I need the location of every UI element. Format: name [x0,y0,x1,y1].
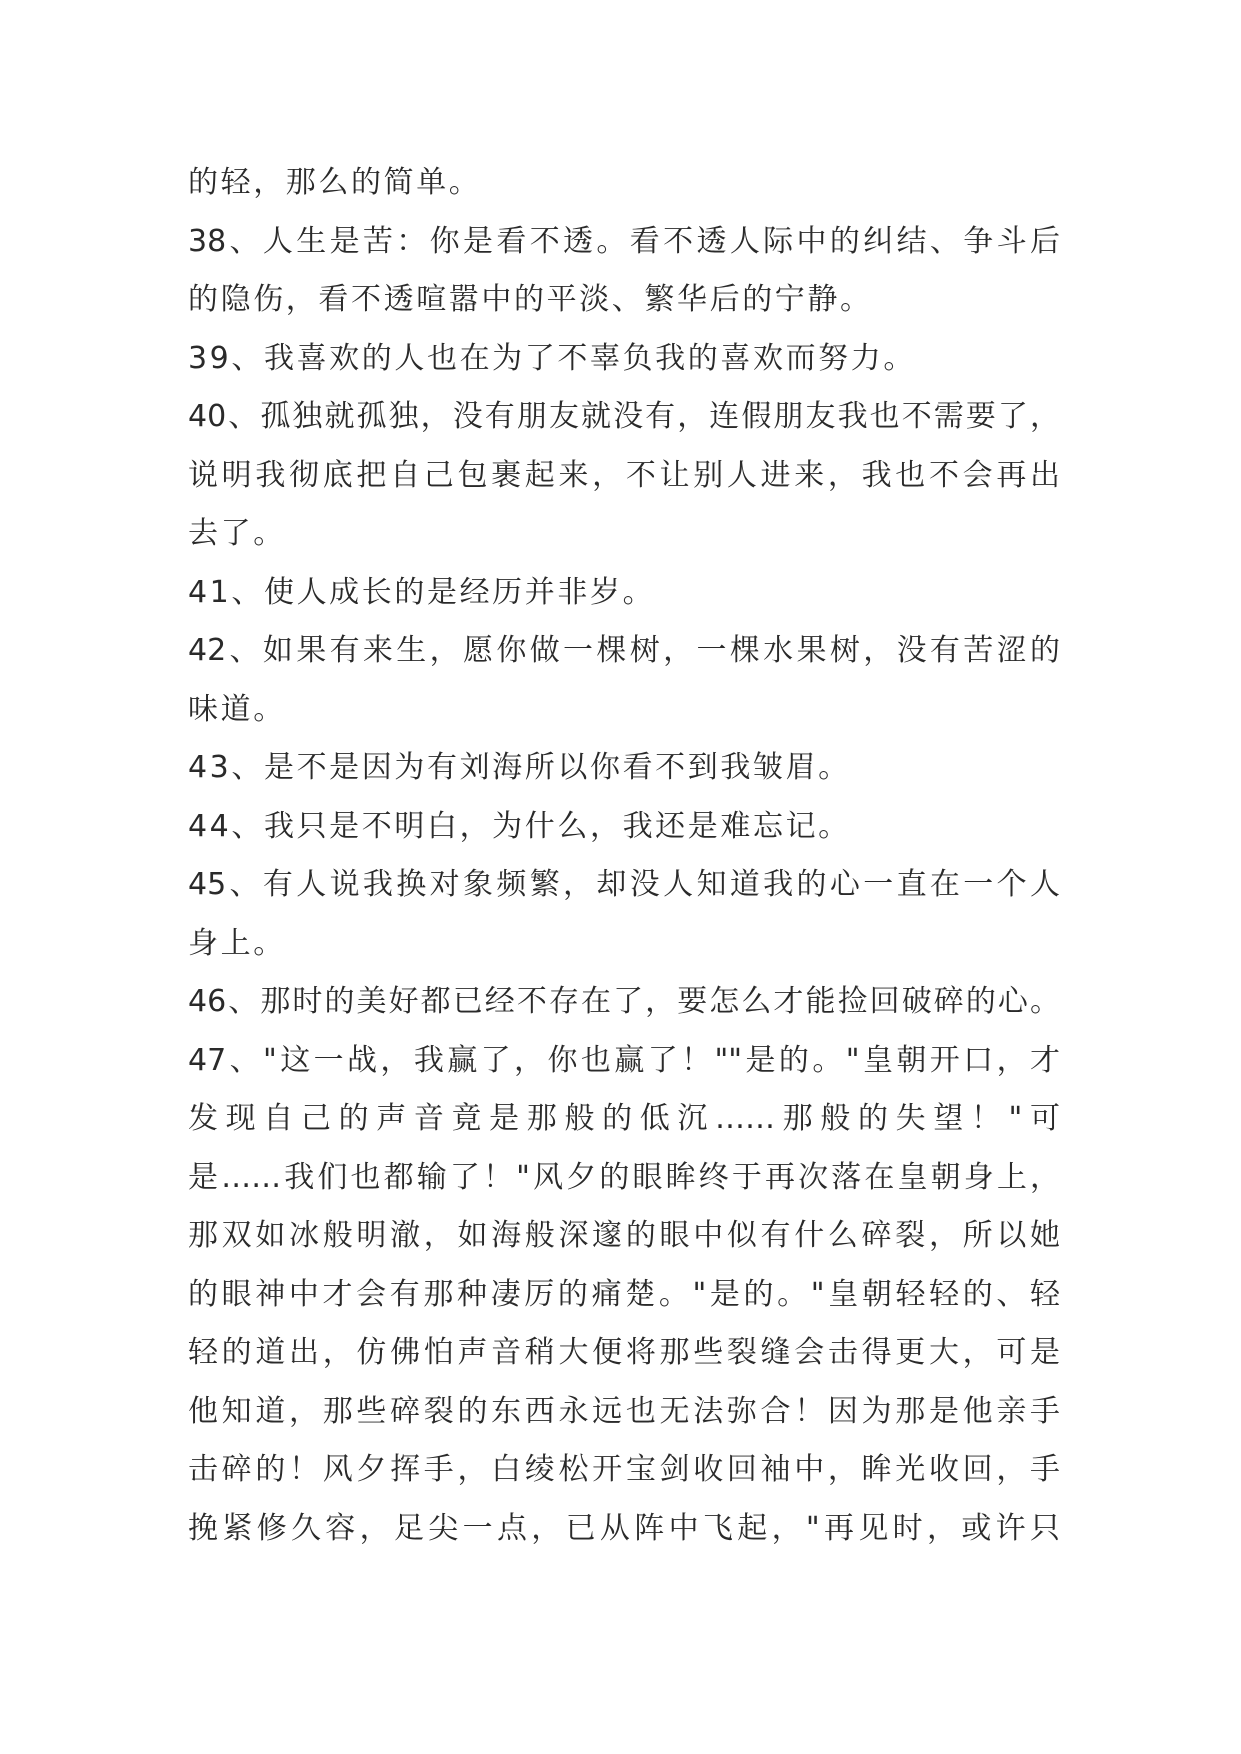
text-line: 挽紧修久容，足尖一点，已从阵中飞起，"再见时，或许只 [188,1510,1060,1546]
text-line: 说明我彻底把自己包裹起来，不让别人进来，我也不会再出 [188,457,1060,493]
text-line: 是……我们也都输了！"风夕的眼眸终于再次落在皇朝身上， [188,1159,1060,1195]
text-line: 去了。 [188,516,286,551]
text-line: 的隐伤，看不透喧嚣中的平淡、繁华后的宁静。 [188,282,873,317]
text-line: 的轻，那么的简单。 [188,165,482,200]
text-line: 味道。 [188,691,286,727]
text-line: 44、我只是不明白，为什么，我还是难忘记。 [188,808,851,844]
text-line: 42、如果有来生，愿你做一棵树，一棵水果树，没有苦涩的 [188,633,1060,668]
text-line: 43、是不是因为有刘海所以你看不到我皱眉。 [188,750,851,785]
text-line: 38、人生是苦：你是看不透。看不透人际中的纠结、争斗后 [188,223,1060,259]
text-line: 41、使人成长的是经历并非岁。 [188,574,656,610]
text-line: 他知道，那些碎裂的东西永远也无法弥合！因为那是他亲手 [188,1393,1060,1429]
text-line: 39、我喜欢的人也在为了不辜负我的喜欢而努力。 [188,340,916,376]
text-line: 那双如冰般明澈，如海般深邃的眼中似有什么碎裂，所以她 [188,1218,1060,1253]
text-line: 轻的道出，仿佛怕声音稍大便将那些裂缝会击得更大，可是 [188,1335,1060,1370]
text-line: 的眼神中才会有那种凄厉的痛楚。"是的。"皇朝轻轻的、轻 [188,1276,1060,1312]
text-line: 45、有人说我换对象频繁，却没人知道我的心一直在一个人 [188,867,1060,902]
text-line: 47、"这一战，我赢了，你也赢了！""是的。"皇朝开口，才 [188,1042,1060,1078]
text-line: 发现自己的声音竟是那般的低沉……那般的失望！"可 [188,1101,1060,1136]
document-body [188,154,1060,1558]
text-line: 击碎的！风夕挥手，白绫松开宝剑收回袖中，眸光收回，手 [188,1452,1060,1487]
text-line: 46、那时的美好都已经不存在了，要怎么才能捡回破碎的心。 [188,984,1060,1019]
text-line: 40、孤独就孤独，没有朋友就没有，连假朋友我也不需要了， [188,399,1060,434]
text-line: 身上。 [188,925,286,961]
